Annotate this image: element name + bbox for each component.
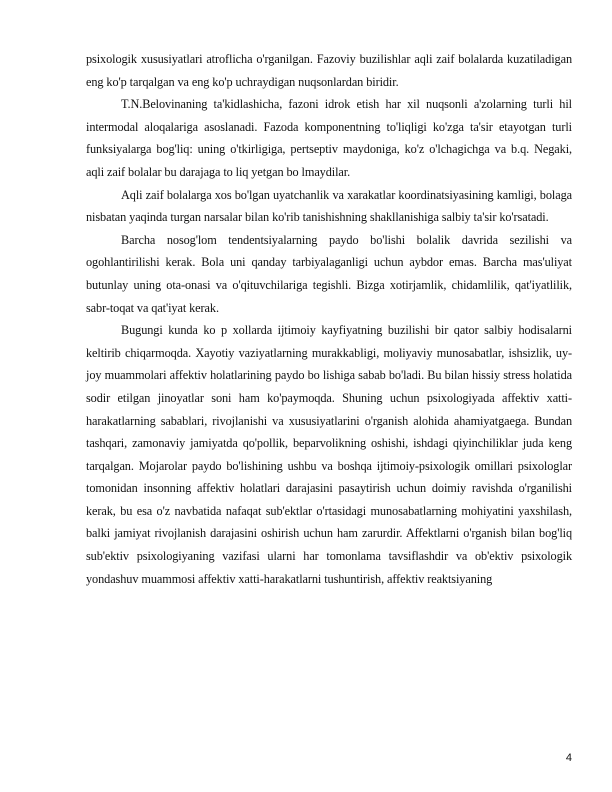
- paragraph-affective-states: Bugungi kunda ko p xollarda ijtimoiy kayfiyatning buzilishi bir qator salbiy hodisalarni keltirib chiqarmoqda. Xayotiy vaziyatlarning murakkabligi, moliyaviy munosabatlar, ishsizlik, uy-joy muammolari affektiv holatlarining paydo bo lishiga sabab bo'ladi. Bu bilan hissiy stress holatida sodir etilgan jinoyatlar soni ham ko'paymoqda. Shuning uchun psixologiyada affektiv xatti-harakatlarning sabablari, rivojlanishi va xususiyatlarini o'rganish alohida ahamiyatgaega. Bundan tashqari, zamonaviy jamiyatda qo'pollik, beparvolikning oshishi, ishdagi qiyinchiliklar juda keng tarqalgan. Mojarolar paydo bo'lishining ushbu va boshqa ijtimoiy-psixologik omillari psixologlar tomonidan insonning affektiv holatlari darajasini pasaytirish uchun doimiy ravishda o'rganilishi kerak, bu esa o'z navbatida nafaqat sub'ektlar o'rtasidagi munosabatlarning mohiyatini yaxshilash, balki jamiyat rivojlanish darajasini oshirish uchun ham zarurdir. Affektlarni o'rganish bilan bog'liq sub'ektiv psixologiyaning vazifasi ularni har tomonlama tavsiflashdir va ob'ektiv psixologik yondashuv muammosi affektiv xatti-harakatlarni tushuntirish, affektiv reaktsiyaning: [86, 323, 572, 586]
- page-number: 4: [565, 752, 572, 764]
- paragraph-tendencies: Barcha nosog'lom tendentsiyalarning paydo bo'lishi bolalik davrida sezilishi va ogohlantirilishi kerak. Bola uni qanday tarbiyalaganligi uchun aybdor emas. Barcha mas'uliyat butunlay uning ota-onasi va o'qituvchilariga tegishli. Bizga xotirjamlik, chidamlilik, qat'iyatlilik, sabr-toqat va qat'iyat kerak.: [86, 232, 572, 315]
- paragraph-coordination: Aqli zaif bolalarga xos bo'lgan uyatchanlik va xarakatlar koordinatsiyasining kamligi, bolaga nisbatan yaqinda turgan narsalar bilan ko'rib tanishishning shakllanishiga salbiy ta'sir ko'rsatadi.: [86, 187, 572, 225]
- paragraph-continuation: psixologik xususiyatlari atroflicha o'rganilgan. Fazoviy buzilishlar aqli zaif bolalarda kuzatiladigan eng ko'p tarqalgan va eng ko'p uchraydigan nuqsonlardan biridir.: [86, 52, 572, 89]
- document-page: [86, 48, 572, 590]
- paragraph-belovina: T.N.Belovinaning ta'kidlashicha, fazoni idrok etish har xil nuqsonli a'zolarning turli hil intermodal aloqalariga asoslanadi. Fazoda komponentning to'liqligi ko'zga ta'sir etayotgan turli funksiyalarga bog'liq: uning o'tkirligiga, pertseptiv maydoniga, ko'z o'lchagichga va b.q. Negaki, aqli zaif bolalar bu darajaga to liq yetgan bo lmaydilar.: [86, 97, 572, 179]
